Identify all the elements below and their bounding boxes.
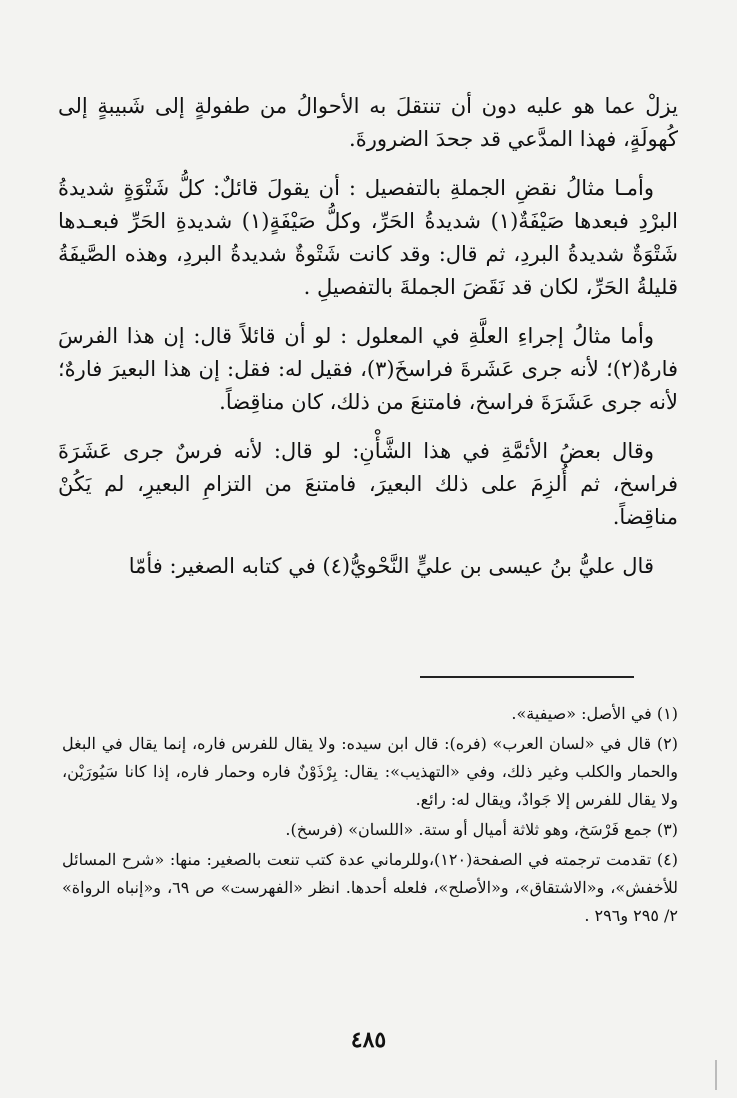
footnote-divider [420, 676, 634, 678]
main-text [58, 90, 678, 599]
paragraph: وأما مثالُ إجراءِ العلَّةِ في المعلول : لو أن قائلاً قال: إن هذا الفرسَ فارهٌ(٢)؛ لأنه جرى عَشَرةَ فراسخَ(٣)، فقيل له: فقل: إن هذا البعيرَ فارهٌ؛ لأنه جرى عَشَرَةَ فراسخ، فامتنعَ من ذلك، كان مناقِضاً. [58, 324, 679, 414]
paragraph: وأمـا مثالُ نقضِ الجملةِ بالتفصيل : أن يقولَ قائلٌ: كلُّ شَتْوَةٍ شديدةُ البرْدِ فبعدها صَيْفَةٌ(١) شديدةُ الحَرِّ، وكلُّ صَيْفَةٍ(١) شديدةِ الحَرِّ فبعـدها شَتْوَةٌ شديدةُ البردِ، ثم قال: وقد كانت شَتْوةٌ شديدةُ البردِ، وهذه الصَّيفَةُ قليلةُ الحَرِّ، لكان قد نَقَضَ الجملةَ بالتفصيلِ . [58, 176, 678, 299]
page-number: ٤٨٥ [350, 1027, 387, 1053]
paragraph: وقال بعضُ الأئمَّةِ في هذا الشَّأْنِ: لو قال: لأنه فرسٌ جرى عَشَرَةَ فراسخ، ثم أُلزِمَ على ذلك البعيرَ، فامتنعَ من التزامِ البعيرِ، لم يَكُنْ مناقِضاً. [58, 439, 678, 529]
footnote: (٢) قال في «لسان العرب» (فره): قال ابن سيده: ولا يقال للفرس فاره، إنما يقال في البغل والحمار والكلب وغير ذلك، وفي «التهذيب»: يقال: بِرْذَوْنٌ فاره وحمار فاره، إذا كانا سَيُورَيْن، ولا يقال للفرس إلا جَوادٌ، ويقال له: رائع. [62, 734, 678, 809]
footnote: (١) في الأصل: «صيفية». [511, 704, 678, 723]
footnote: (٣) جمع فَرْسَخ، وهو ثلاثة أميال أو ستة. «اللسان» (فرسخ). [285, 820, 678, 839]
footnote: (٤) تقدمت ترجمته في الصفحة(١٢٠)،وللرماني عدة كتب تنعت بالصغير: منها: «شرح المسائل للأخفش»، و«الاشتقاق»، و«الأصلح»، فلعله أحدها. انظر «الفهرست» ص ٦٩، و«إنباه الرواة» ٢/ ٢٩٥ و٢٩٦ . [62, 850, 679, 925]
paragraph: يزلْ عما هو عليه دون أن تنتقلَ به الأحوالُ من طفولةٍ إلى شَبيبةٍ إلى كُهولَةٍ، فهذا المدَّعي قد جحدَ الضرورةَ. [58, 94, 678, 151]
footnotes [62, 700, 678, 932]
page-edge-mark [715, 1060, 717, 1090]
paragraph: قال عليُّ بنُ عيسى بن عليٍّ النَّحْويُّ(٤) في كتابه الصغير: فأمّا [128, 554, 654, 578]
